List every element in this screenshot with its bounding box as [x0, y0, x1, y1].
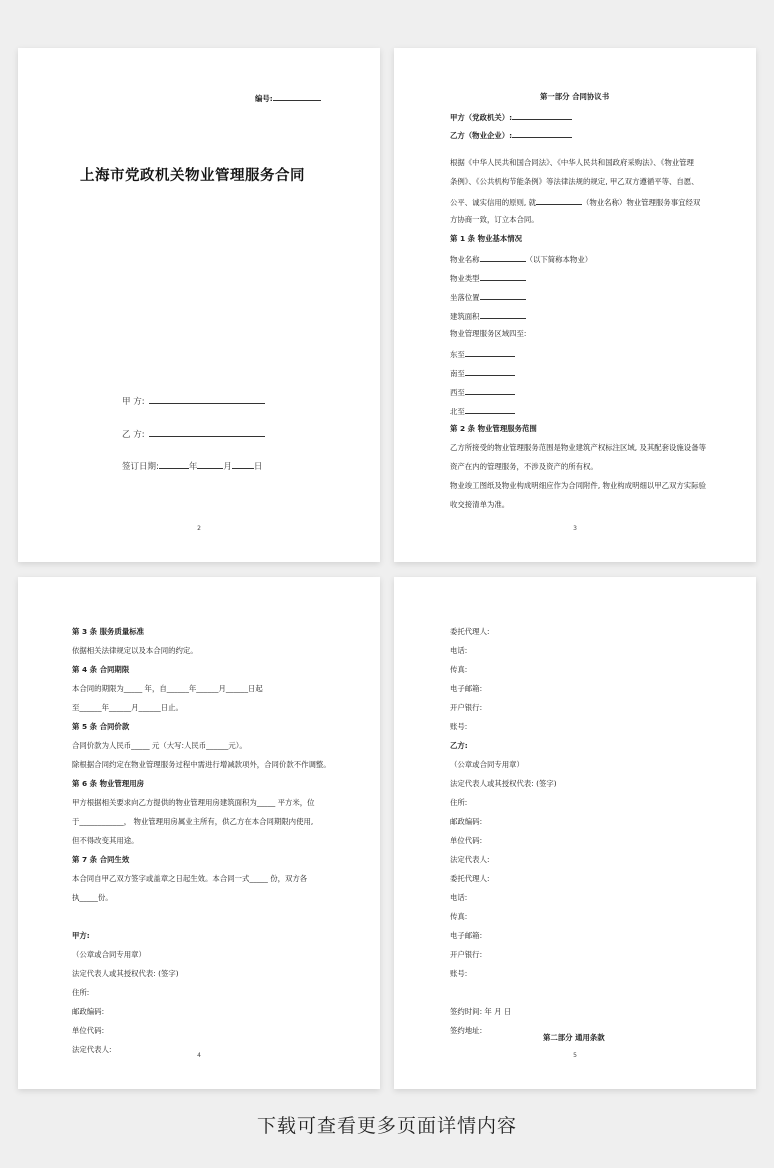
contract-number [255, 92, 321, 104]
body-line: 合同价款为人民币_____ 元（大写:人民币______元）。 [72, 741, 247, 750]
agreement-party-a-blank [512, 111, 572, 120]
contract-number-blank [273, 92, 321, 101]
article-heading: 第 1 条 物业基本情况 [450, 234, 522, 243]
body-line: 单位代码: [72, 1026, 105, 1035]
body-line: 开户银行: [450, 703, 483, 712]
body-line: 甲方根据相关要求向乙方提供的物业管理用房建筑面积为_____ 平方米，位 [72, 798, 315, 807]
article-heading: 乙方: [450, 741, 468, 750]
body-line: 单位代码: [450, 836, 483, 845]
field-label: 西至 [450, 388, 465, 397]
page-number: 5 [573, 1052, 577, 1059]
article-heading: 第 6 条 物业管理用房 [72, 779, 144, 788]
field-line: 物业管理服务区域四至: [450, 329, 527, 338]
field-label: 物业名称 [450, 255, 480, 264]
cover-party-b-blank [149, 428, 265, 437]
body-line [450, 988, 557, 1007]
field-line [450, 405, 706, 424]
document-page-cover [18, 48, 380, 562]
cover-party-a-blank [149, 395, 265, 404]
article-heading: 第 4 条 合同期限 [72, 665, 130, 674]
field-blank [465, 367, 515, 376]
body-line: 开户银行: [450, 950, 483, 959]
field-blank [480, 272, 526, 281]
body-line: 收交接清单为准。 [450, 500, 510, 509]
body-line: 本合同的期限为_____ 年，自______年______月______日起 [72, 684, 263, 693]
section-title: 第一部分 合同协议书 [540, 92, 610, 101]
document-page-terms [18, 577, 380, 1089]
signature-body [450, 627, 557, 1045]
cover-party-b [122, 428, 265, 440]
field-label: 坐落位置 [450, 293, 480, 302]
body-line: 法定代表人: [450, 855, 490, 864]
body-line: 账号: [450, 969, 468, 978]
article-heading: 第 7 条 合同生效 [72, 855, 130, 864]
article-heading: 第 3 条 服务质量标准 [72, 627, 144, 636]
sign-year-label: 年 [188, 462, 198, 472]
section-title: 第二部分 通用条款 [543, 1033, 605, 1042]
field-blank [480, 291, 526, 300]
agreement-body [450, 158, 706, 519]
body-line: 邮政编码: [72, 1007, 105, 1016]
body-line: （公章或合同专用章） [450, 760, 524, 769]
field-label: 南至 [450, 369, 465, 378]
field-line [450, 272, 706, 291]
field-line [450, 348, 706, 367]
body-line: 至______年______月______日止。 [72, 703, 183, 712]
sign-month-blank [197, 460, 223, 469]
contract-title: 上海市党政机关物业管理服务合同 [80, 168, 305, 184]
field-label: 东至 [450, 350, 465, 359]
body-line: 电话: [450, 893, 468, 902]
body-line: 但不得改变其用途。 [72, 836, 139, 845]
sign-year-blank [159, 460, 189, 469]
agreement-party-b-blank [512, 129, 572, 138]
intro-line: 条例》、《公共机构节能条例》等法律法规的规定, 甲乙双方遵循平等、自愿、 [450, 177, 699, 186]
property-name-blank [536, 196, 582, 205]
intro-line-part: （物业名称）物业管理服务事宜经双 [582, 198, 701, 207]
cover-party-b-label: 乙 方: [122, 430, 145, 440]
sign-day-blank [232, 460, 254, 469]
cover-party-a [122, 395, 265, 407]
cover-sign-date [122, 460, 262, 472]
article-heading: 第 5 条 合同价款 [72, 722, 130, 731]
field-line [450, 386, 706, 405]
intro-line-part: 公平、诚实信用的原则, 就 [450, 198, 536, 207]
body-line: 电话: [450, 646, 468, 655]
intro-line: 方协商一致，订立本合同。 [450, 215, 539, 224]
page-number: 3 [573, 525, 577, 532]
cover-sign-date-label: 签订日期: [122, 462, 159, 472]
body-line: 本合同自甲乙双方签字或盖章之日起生效。本合同一式_____ 份，双方各 [72, 874, 308, 883]
field-line [450, 253, 706, 272]
body-line: 账号: [450, 722, 468, 731]
intro-line: 根据《中华人民共和国合同法》、《中华人民共和国政府采购法》、《物业管理 [450, 158, 694, 167]
field-blank [465, 348, 515, 357]
field-blank [465, 386, 515, 395]
page-number: 2 [197, 525, 201, 532]
agreement-party-a-label: 甲方（党政机关）: [450, 113, 513, 122]
cover-party-a-label: 甲 方: [122, 397, 145, 407]
body-line: 除根据合同约定在物业管理服务过程中需进行增减款项外，合同价款不作调整。 [72, 760, 331, 769]
body-line: 签约时间: 年 月 日 [450, 1007, 512, 1016]
field-suffix: （以下简称本物业） [525, 255, 593, 264]
body-line: 传真: [450, 665, 468, 674]
body-line: （公章或合同专用章） [72, 950, 146, 959]
field-line [450, 310, 706, 329]
field-blank [480, 253, 526, 262]
body-line: 签约地址: [450, 1026, 483, 1035]
sign-day-label: 日 [253, 462, 263, 472]
body-line: 委托代理人: [450, 627, 490, 636]
terms-body [72, 627, 331, 1064]
intro-line [450, 196, 706, 215]
body-line: 传真: [450, 912, 468, 921]
contract-number-label: 编号: [255, 94, 273, 103]
field-line [450, 291, 706, 310]
field-label: 物业类型 [450, 274, 480, 283]
body-line: 住所: [72, 988, 90, 997]
agreement-party-b-label: 乙方（物业企业）: [450, 131, 513, 140]
body-line: 法定代表人或其授权代表: (签字) [72, 969, 179, 978]
page-number: 4 [197, 1052, 201, 1059]
field-label: 北至 [450, 407, 465, 416]
body-line: 乙方所接受的物业管理服务范围是物业建筑产权标注区域, 及其配套设施设备等 [450, 443, 706, 452]
sign-month-label: 月 [223, 462, 232, 472]
body-line: 住所: [450, 798, 468, 807]
body-line: 邮政编码: [450, 817, 483, 826]
body-line: 电子邮箱: [450, 931, 483, 940]
field-label: 建筑面积 [450, 312, 480, 321]
article-heading: 甲方: [72, 931, 90, 940]
agreement-party-b [450, 129, 572, 141]
body-line: 法定代表人: [72, 1045, 112, 1054]
document-page-agreement [394, 48, 756, 562]
document-page-signatures [394, 577, 756, 1089]
download-more-caption: 下载可查看更多页面详情内容 [256, 1115, 517, 1137]
body-line: 物业竣工图纸及物业构成明细应作为合同附件, 物业构成明细以甲乙双方实际验 [450, 481, 706, 490]
field-blank [465, 405, 515, 414]
body-line: 电子邮箱: [450, 684, 483, 693]
body-line: 依据相关法律规定以及本合同的约定。 [72, 646, 198, 655]
field-line [450, 367, 706, 386]
body-line: 委托代理人: [450, 874, 490, 883]
body-line: 资产在内的管理服务，不涉及资产的所有权。 [450, 462, 598, 471]
body-line: 于____________， 物业管理用房属业主所有，供乙方在本合同期限内使用, [72, 817, 314, 826]
agreement-party-a [450, 111, 572, 123]
body-line: 法定代表人或其授权代表: (签字) [450, 779, 557, 788]
article-heading: 第 2 条 物业管理服务范围 [450, 424, 537, 433]
body-line [72, 912, 331, 931]
field-blank [480, 310, 526, 319]
body-line: 执_____份。 [72, 893, 113, 902]
